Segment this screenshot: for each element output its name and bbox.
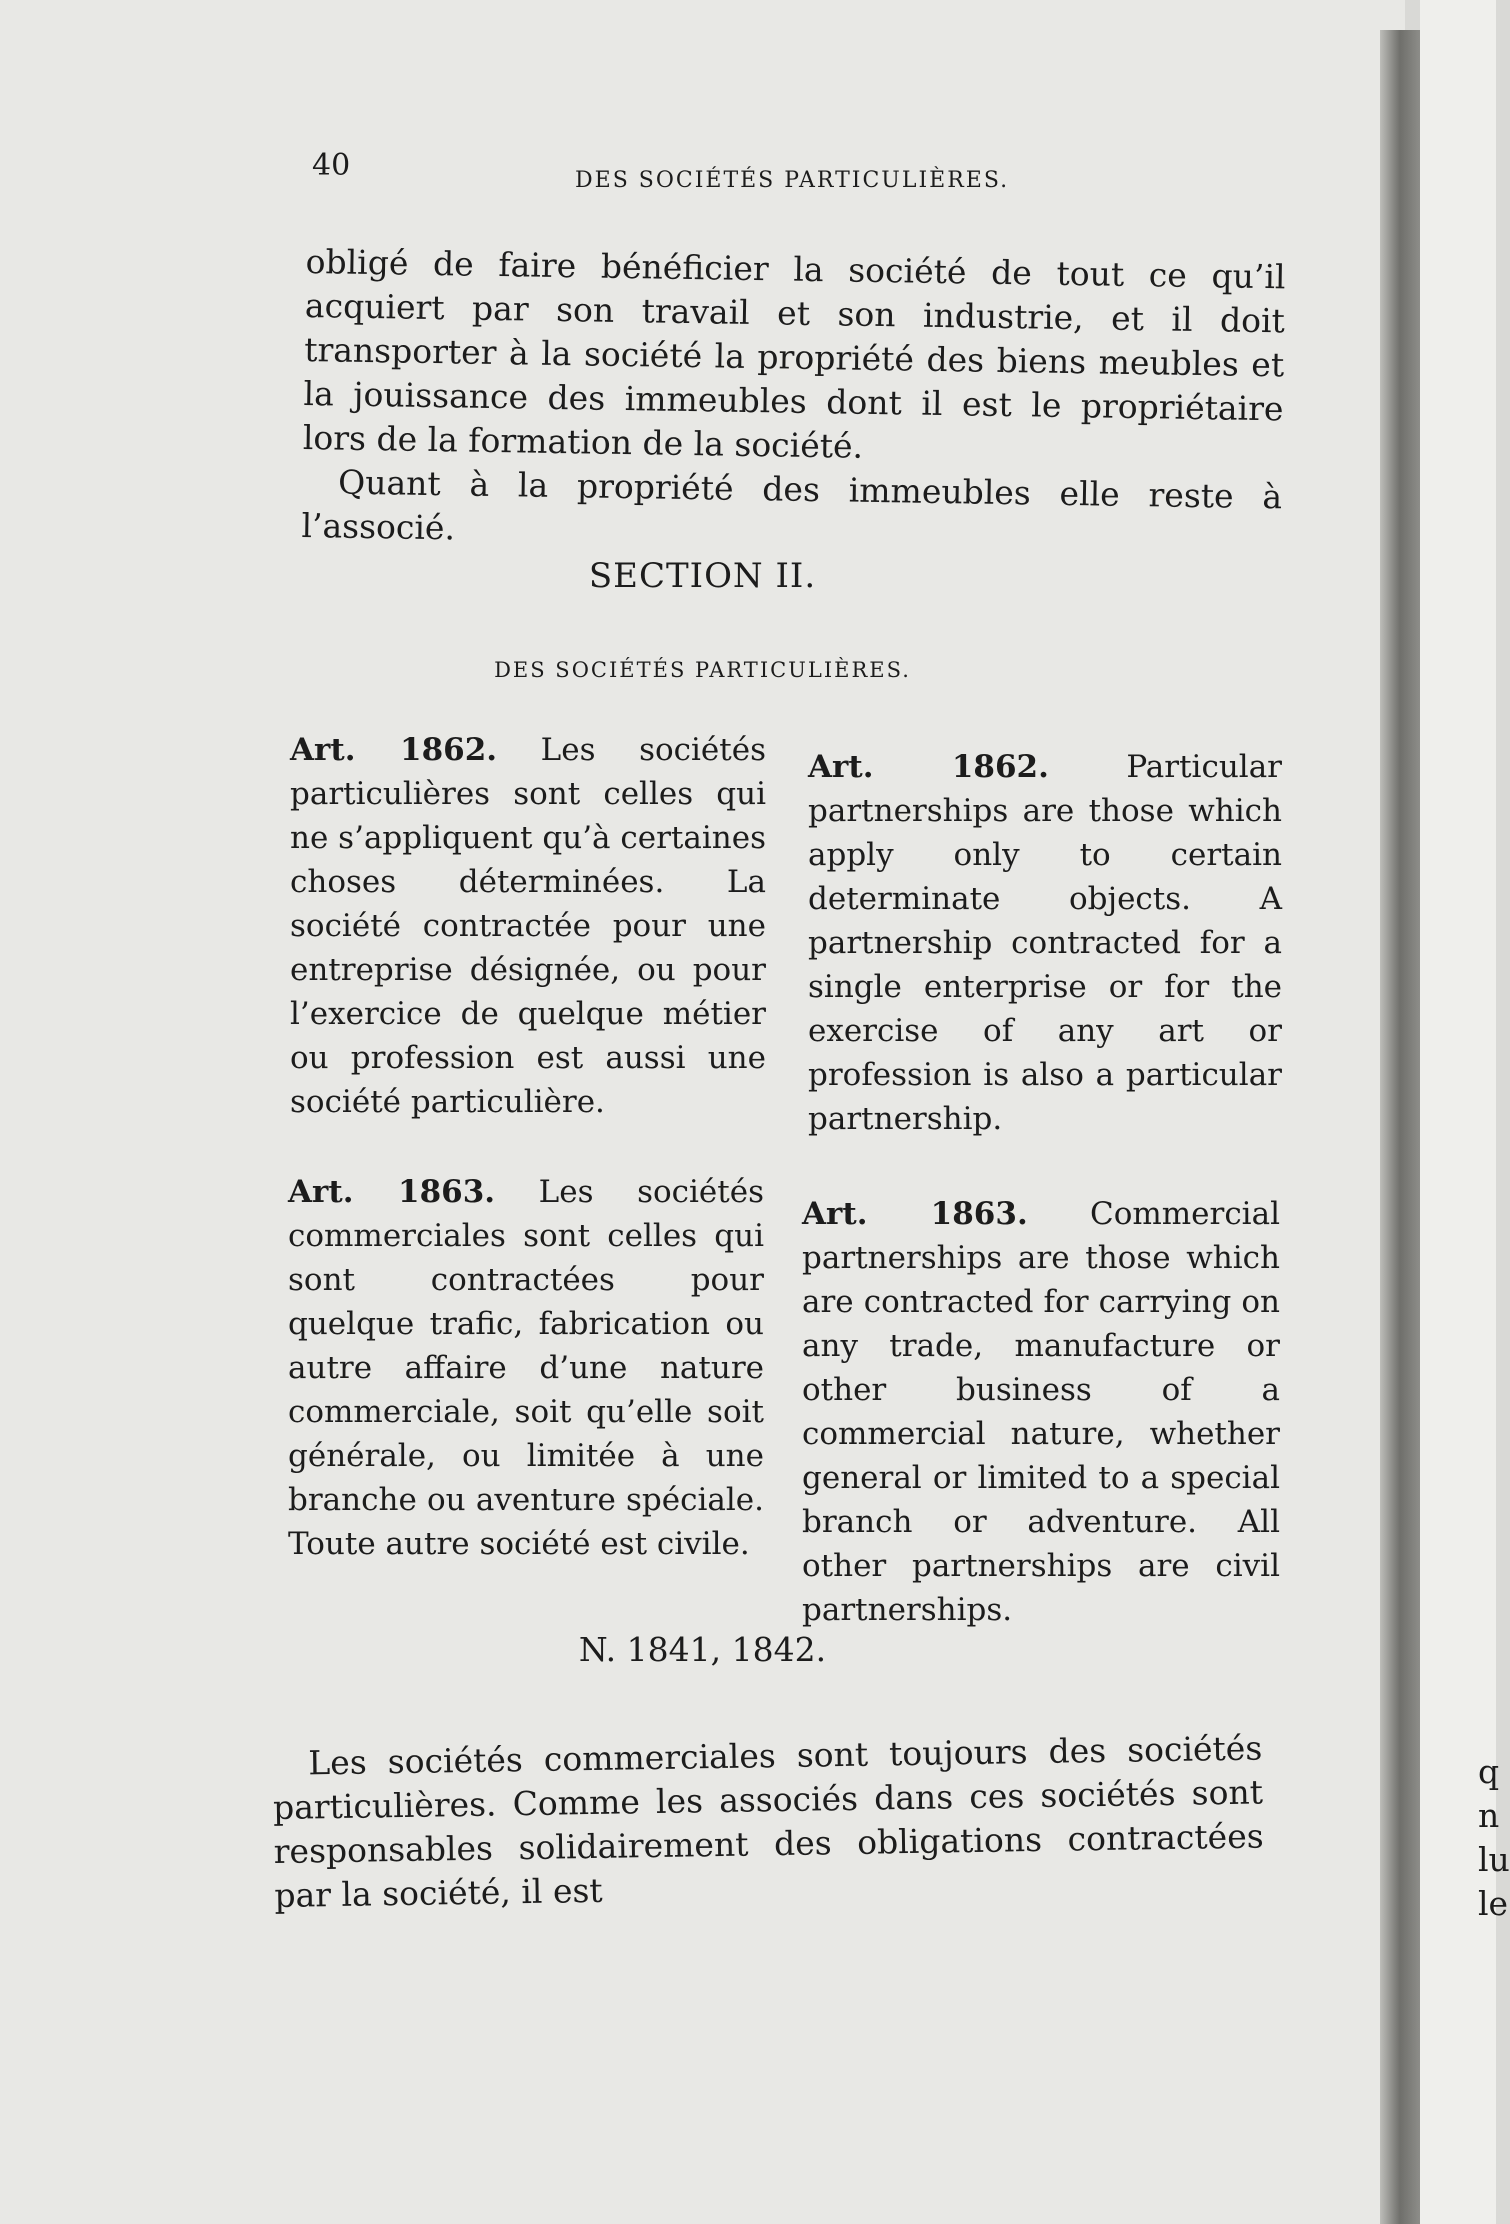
article-label: Art. 1863. xyxy=(288,1174,496,1210)
section-subtitle: DES SOCIÉTÉS PARTICULIÈRES. xyxy=(494,658,911,682)
section-title: SECTION II. xyxy=(588,556,817,596)
running-title: DES SOCIÉTÉS PARTICULIÈRES. xyxy=(575,168,1010,193)
outro-text xyxy=(272,1726,1265,1918)
fragment: n xyxy=(1478,1796,1500,1835)
outro-paragraph: Les sociétés commerciales sont toujours des sociétés particulières. Comme les associés dans ces sociétés sont responsables solidairement des obligations contractées par la société, il est xyxy=(272,1728,1264,1915)
intro-paragraph-1: obligé de faire bénéficier la société de tout ce qu’il acquiert par son travail et son industrie, et il doit transporter à la société la propriété des biens meubles et la jouissance des immeubles dont il est le propriétaire lors de la formation de la société. xyxy=(302,241,1286,466)
article-label: Art. 1863. xyxy=(802,1196,1028,1232)
cross-reference: N. 1841, 1842. xyxy=(578,1630,827,1669)
article-1862-french xyxy=(290,728,766,1124)
intro-paragraph-2: Quant à la propriété des immeubles elle reste à l’associé. xyxy=(301,462,1283,548)
fragment: le xyxy=(1478,1884,1509,1923)
page-edge-shadow xyxy=(1380,30,1420,2224)
page-number: 40 xyxy=(312,148,351,183)
article-text: Les sociétés commerciales sont celles qui sont contractées pour quelque trafic, fabrication ou autre affaire d’une nature commerciale, soit qu’elle soit générale, ou limitée à une branche ou aventure spéciale. Toute autre société est civile. xyxy=(288,1174,764,1562)
article-label: Art. 1862. xyxy=(808,749,1049,785)
intro-text xyxy=(301,240,1286,563)
article-1863-french xyxy=(288,1170,764,1566)
article-1863-english xyxy=(802,1192,1280,1632)
fragment: q xyxy=(1478,1752,1500,1791)
article-1862-english xyxy=(808,745,1282,1141)
article-text: Les sociétés particulières sont celles qui ne s’appliquent qu’à certaines choses déterminées. La société contractée pour une entreprise désignée, ou pour l’exercice de quelque métier ou profession est aussi une société particulière. xyxy=(290,732,766,1120)
article-text: Commercial partnerships are those which are contracted for carrying on any trade, manufacture or other business of a commercial nature, whether general or limited to a special branch or adventure. All other partnerships are civil partnerships. xyxy=(802,1196,1280,1628)
article-label: Art. 1862. xyxy=(290,732,498,768)
fragment: lu xyxy=(1478,1840,1510,1879)
article-text: Particular partnerships are those which apply only to certain determinate objects. A partnership contracted for a single enterprise or for the exercise of any art or profession is also a particular partnership. xyxy=(808,749,1282,1137)
